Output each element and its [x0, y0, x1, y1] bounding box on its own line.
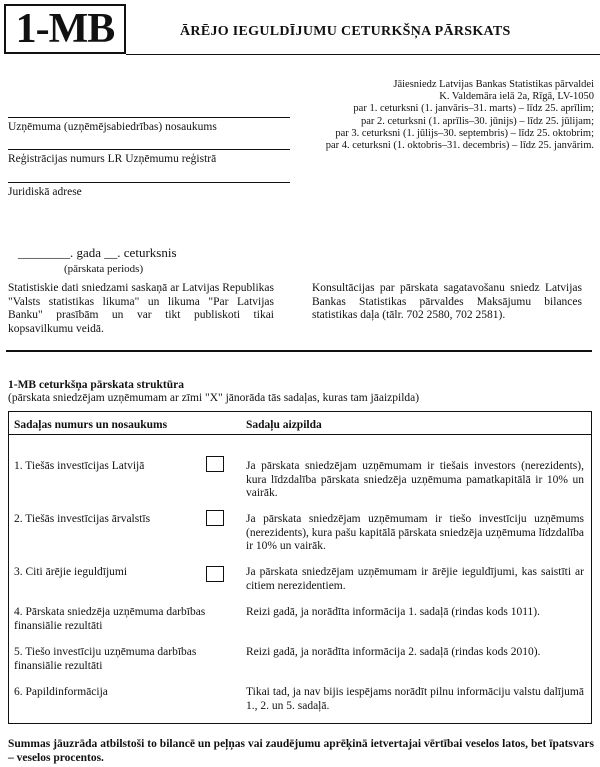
section-1-checkbox[interactable]: [206, 456, 224, 472]
reg-number-field[interactable]: [8, 149, 290, 150]
section-row-2-name: 2. Tiešās investīcijas ārvalstīs: [14, 513, 151, 525]
company-name-field[interactable]: [8, 117, 290, 118]
table-header-rule: [8, 434, 592, 435]
period-caption: (pārskata periods): [64, 263, 144, 275]
section-row-5-desc: Reizi gadā, ja norādīta informācija 2. sadaļā (rindas kods 2010).: [246, 646, 541, 658]
column-header-section: Sadaļas numurs un nosaukums: [14, 419, 168, 431]
form-code: 1-MB: [4, 4, 126, 54]
address-line: K. Valdemāra ielā 2a, Rīgā, LV-1050: [439, 91, 594, 103]
legal-address-label: Juridiskā adrese: [8, 186, 82, 198]
section-row-5-name: 5. Tiešo investīciju uzņēmuma darbības finansiālie rezultāti: [14, 646, 197, 672]
statistics-notice: Statistiskie dati sniedzami saskaņā ar Latvijas Republikas "Valsts statistikas likuma" un likuma "Par Latvijas Banku" prasībām un var tikt publiskoti tikai kopsavilkumu veidā.: [8, 282, 274, 335]
address-line: par 3. ceturksni (1. jūlijs–30. septembris) – līdz 25. oktobrim;: [335, 127, 594, 139]
section-divider: [6, 350, 592, 352]
reg-number-label: Reģistrācijas numurs LR Uzņēmumu reģistrā: [8, 153, 217, 165]
column-header-fill: Sadaļu aizpilda: [246, 419, 322, 431]
form-title: ĀRĒJO IEGULDĪJUMU CETURKŠŅA PĀRSKATS: [180, 24, 511, 39]
section-row-3-name: 3. Citi ārējie ieguldījumi: [14, 566, 128, 578]
section-row-4-name: 4. Pārskata sniedzēja uzņēmuma darbības finansiālie rezultāti: [14, 606, 206, 632]
consultation-notice: Konsultācijas par pārskata sagatavošanu sniedz Latvijas Bankas Statistikas pārvaldes Maksājumu bilances statistikas daļa (tālr. 702 2580, 702 2581).: [312, 282, 582, 321]
address-line: par 2. ceturksni (1. aprīlis–30. jūnijs) – līdz 25. jūlijam;: [360, 115, 594, 127]
period-input[interactable]: ________. gada __. ceturksnis: [18, 245, 177, 260]
section-3-checkbox[interactable]: [206, 566, 224, 582]
section-row-2-desc: Ja pārskata sniedzējam uzņēmumam ir tiešo investīciju uzņēmums (nerezidents), kura pašu kapitālā pārskata sniedzēja uzņēmuma līdzdalība ir 10% un vairāk.: [246, 513, 584, 552]
submission-address: [274, 79, 594, 152]
title-underline: [126, 54, 600, 55]
company-name-label: Uzņēmuma (uzņēmējsabiedrības) nosaukums: [8, 121, 217, 133]
section-row-4-desc: Reizi gadā, ja norādīta informācija 1. sadaļā (rindas kods 1011).: [246, 606, 541, 618]
section-2-checkbox[interactable]: [206, 510, 224, 526]
address-line: Jāiesniedz Latvijas Bankas Statistikas pārvaldei: [393, 79, 594, 90]
section-row-3-desc: Ja pārskata sniedzējam uzņēmumam ir ārējie ieguldījumi, kas saistīti ar citiem nerezidentiem.: [246, 566, 584, 592]
section-row-6-desc: Tikai tad, ja nav bijis iespējams norādīt pilnu informāciju valstu dalījumā 1., 2. un 5. sadaļā.: [246, 686, 584, 712]
address-line: par 4. ceturksni (1. oktobris–31. decembris) – līdz 25. janvārim.: [325, 140, 594, 152]
section-row-1-name: 1. Tiešās investīcijas Latvijā: [14, 460, 145, 472]
section-row-1-desc: Ja pārskata sniedzējam uzņēmumam ir tiešais investors (nerezidents), kura līdzdalība pārskata sniedzēja uzņēmuma pamatkapitālā ir 10% un vairāk.: [246, 460, 584, 499]
section-row-6-name: 6. Papildinformācija: [14, 686, 108, 698]
address-line: par 1. ceturksni (1. janvāris–31. marts) – līdz 25. aprīlim;: [353, 103, 594, 115]
legal-address-field[interactable]: [8, 182, 290, 183]
structure-subtitle: (pārskata sniedzējam uzņēmumam ar zīmi "X" jānorāda tās sadaļas, kuras tam jāaizpilda): [8, 392, 420, 404]
structure-title: 1-MB ceturkšņa pārskata struktūra: [8, 379, 185, 391]
footer-note: Summas jāuzrāda atbilstoši to bilancē un peļņas vai zaudējumu aprēķinā ietvertajai vērtībai veselos latos, bet īpatsvars – veselos procentos.: [8, 738, 594, 764]
